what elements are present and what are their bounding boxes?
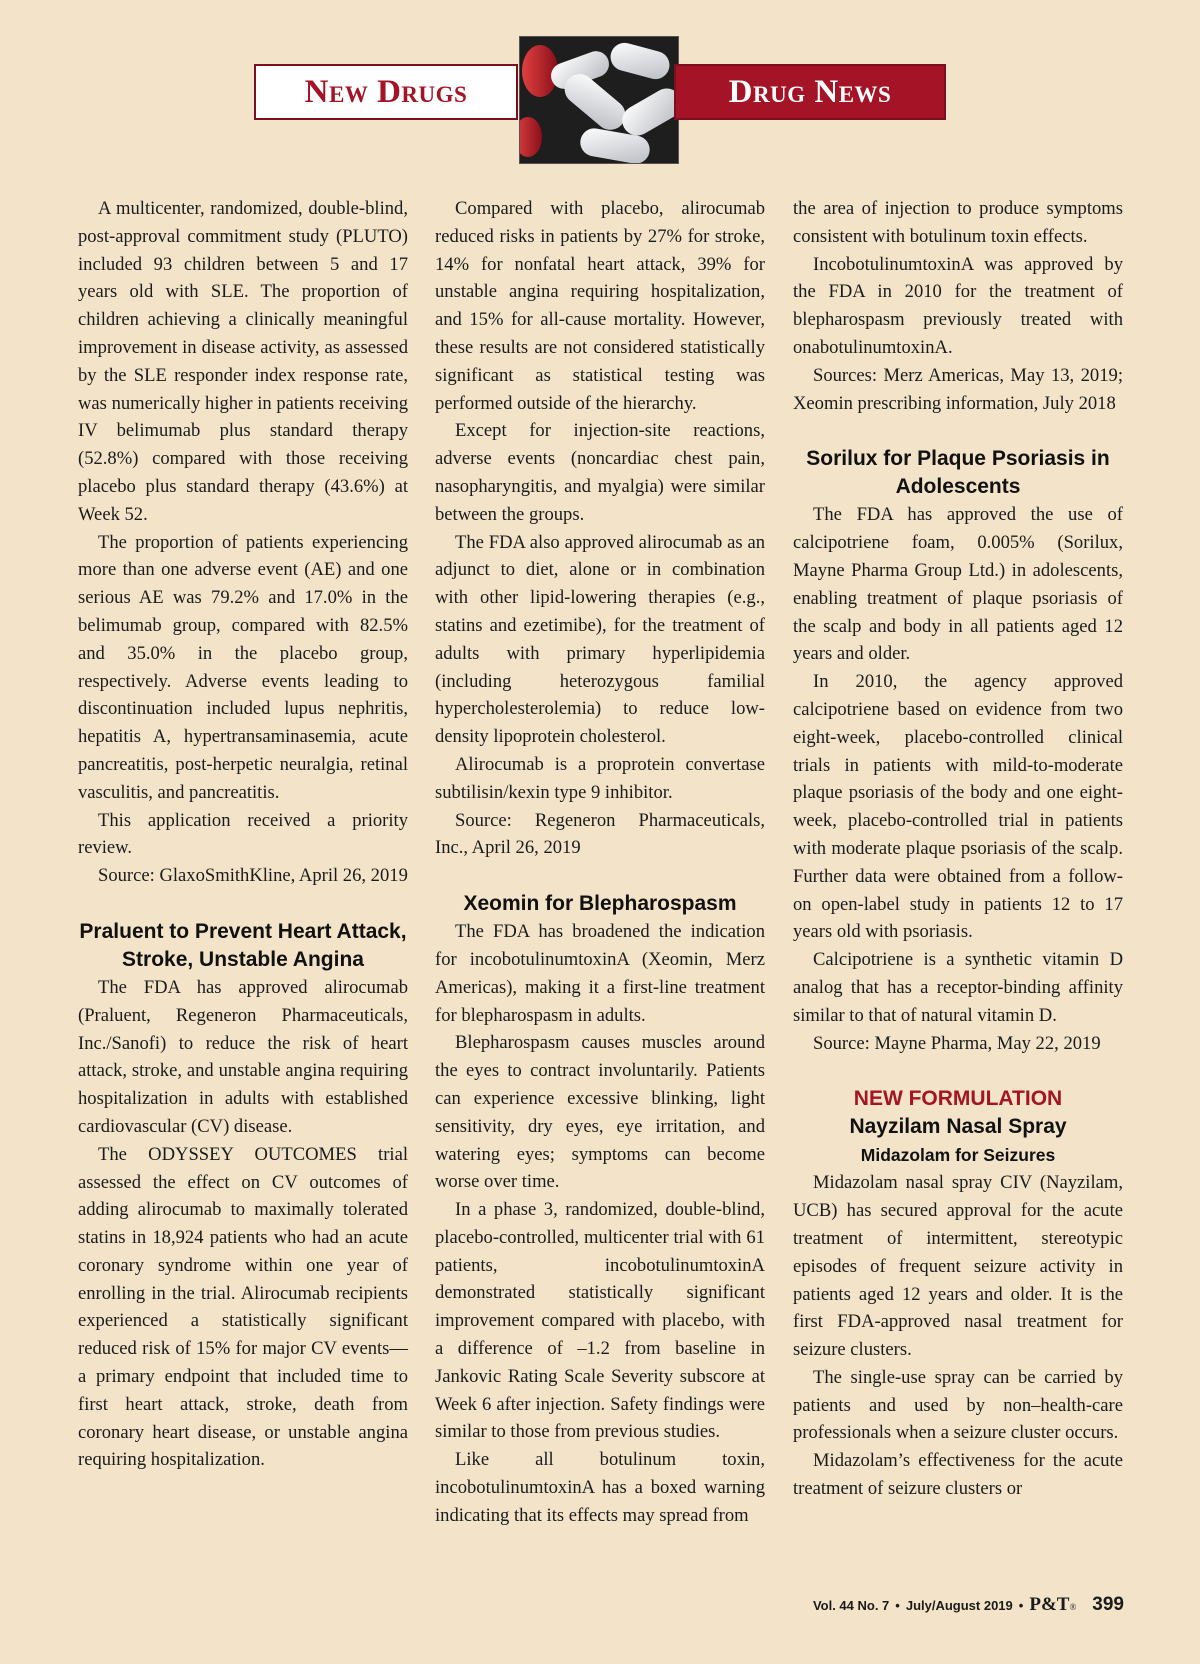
paragraph: The FDA has broadened the indication for incobotulinumtoxinA (Xeomin, Merz Americas), making it a first-line treatment for blepharospasm in adults. xyxy=(435,921,765,1026)
paragraph: In a phase 3, randomized, double-blind, placebo-controlled, multicenter trial with 61 patients, incobotulinumtoxinA demonstrated statistically significant improvement compared with placebo, with a difference of –1.2 from baseline in Jankovic Rating Scale Severity subscore at Week 6 after injection. Safety findings were similar to those from previous studies. xyxy=(435,1199,765,1443)
separator-dot: • xyxy=(1018,1598,1024,1613)
paragraph: Like all botulinum toxin, incobotulinumtoxinA has a boxed warning indicating that its effects may spread from xyxy=(435,1449,765,1526)
paragraph: Midazolam’s effectiveness for the acute treatment of seizure clusters or xyxy=(793,1450,1123,1500)
paragraph: This application received a priority review. xyxy=(78,809,408,859)
paragraph: Blepharospasm causes muscles around the eyes to contract involuntarily. Patients can experience excessive blinking, light sensitivity, dry eyes, eye irritation, and watering eyes; symptoms can become worse over time. xyxy=(435,1032,765,1193)
heading-praluent: Praluent to Prevent Heart Attack, Stroke, Unstable Angina xyxy=(79,919,407,971)
paragraph: Except for injection-site reactions, adverse events (noncardiac chest pain, nasopharyngitis, and myalgia) were similar between the groups. xyxy=(435,420,765,525)
paragraph: Calcipotriene is a synthetic vitamin D analog that has a receptor-binding affinity similar to that of natural vitamin D. xyxy=(793,949,1123,1026)
column-2 xyxy=(435,195,765,1530)
paragraph: The proportion of patients experiencing more than one adverse event (AE) and one serious AE was 79.2% and 17.0% in the belimumab group, compared with 82.5% and 35.0% in the placebo group, respectively. Adverse events leading to discontinuation included lupus nephritis, hepatitis A, hypertransaminasemia, acute pancreatitis, post-herpetic neuralgia, retinal vasculitis, and pancreatitis. xyxy=(78,531,408,803)
journal-name-text: P&T xyxy=(1029,1594,1070,1615)
paragraph: The FDA has approved alirocumab (Praluent, Regeneron Pharmaceuticals, Inc./Sanofi) to reduce the risk of heart attack, stroke, and unstable angina requiring hospitalization in adults with established cardiovascular (CV) disease. xyxy=(78,976,408,1137)
paragraph: Midazolam nasal spray CIV (Nayzilam, UCB) has secured approval for the acute treatment of intermittent, stereotypic episodes of frequent seizure activity in patients aged 12 years and older. It is the first FDA-approved nasal treatment for seizure clusters. xyxy=(793,1172,1123,1361)
source-line: Sources: Merz Americas, May 13, 2019; Xeomin prescribing information, July 2018 xyxy=(793,364,1123,414)
paragraph: Compared with placebo, alirocumab reduced risks in patients by 27% for stroke, 14% for nonfatal heart attack, 39% for unstable angina requiring hospitalization, and 15% for all-cause mortality. However, these results are not considered statistically significant as statistical testing was performed outside of the hierarchy. xyxy=(435,198,765,414)
registered-mark: ® xyxy=(1069,1602,1077,1612)
paragraph: The FDA also approved alirocumab as an adjunct to diet, alone or in combination with other lipid-lowering therapies (e.g., statins and ezetimibe), for the treatment of adults with primary hyperlipidemia (including heterozygous familial hypercholesterolemia) to reduce low-density lipoprotein cholesterol. xyxy=(435,531,765,748)
volume-info: Vol. 44 No. 7 xyxy=(812,1598,890,1613)
issue-date: July/August 2019 xyxy=(905,1598,1013,1613)
paragraph: A multicenter, randomized, double-blind, post-approval commitment study (PLUTO) included 93 children between 5 and 17 years old with SLE. The proportion of children achieving a clinically meaningful improvement in disease activity, as assessed by the SLE responder index response rate, was numerically higher in patients receiving IV belimumab plus standard therapy (52.8%) compared with those receiving placebo plus standard therapy (43.6%) at Week 52. xyxy=(78,198,408,525)
column-1 xyxy=(78,195,408,1474)
column-3 xyxy=(793,195,1123,1503)
section-banner xyxy=(0,0,1200,170)
separator-dot: • xyxy=(895,1598,900,1613)
paragraph: Alirocumab is a proprotein convertase subtilisin/kexin type 9 inhibitor. xyxy=(435,753,765,803)
paragraph: The single-use spray can be carried by patients and used by non–health-care professionals when a seizure cluster occurs. xyxy=(793,1366,1123,1444)
paragraph: the area of injection to produce symptoms consistent with botulinum toxin effects. xyxy=(793,198,1123,247)
journal-name xyxy=(1029,1594,1076,1616)
heading-xeomin: Xeomin for Blepharospasm xyxy=(463,892,737,916)
subheading-nayzilam: Midazolam for Seizures xyxy=(860,1145,1056,1166)
heading-nayzilam: Nayzilam Nasal Spray xyxy=(849,1115,1067,1139)
source-line: Source: GlaxoSmithKline, April 26, 2019 xyxy=(98,865,408,887)
source-line: Source: Regeneron Pharmaceuticals, Inc., April 26, 2019 xyxy=(435,809,765,859)
paragraph: The FDA has approved the use of calcipotriene foam, 0.005% (Sorilux, Mayne Pharma Group Ltd.) in adolescents, enabling treatment of plaque psoriasis of the scalp and body in all patients aged 12 years and older. xyxy=(793,504,1123,665)
new-drugs-label: New Drugs xyxy=(254,64,518,120)
paragraph: The ODYSSEY OUTCOMES trial assessed the effect on CV outcomes of adding alirocumab to maximally tolerated statins in 18,924 patients who had an acute coronary syndrome within one year of enrolling in the trial. Alirocumab recipients experienced a statistically significant reduced risk of 15% for major CV events—a primary endpoint that included time to first heart attack, stroke, death from coronary heart disease, or unstable angina requiring hospitalization. xyxy=(78,1143,408,1471)
drug-news-label: Drug News xyxy=(674,64,946,120)
page-number: 399 xyxy=(1092,1594,1124,1615)
pills-photo xyxy=(519,36,679,164)
paragraph: In 2010, the agency approved calcipotriene based on evidence from two eight-week, placebo-controlled clinical trials in patients with mild-to-moderate plaque psoriasis of the body and one eight-week, placebo-controlled trial in patients with moderate plaque psoriasis of the scalp. Further data were obtained from a follow-on open-label study in patients 12 to 17 years old with psoriasis. xyxy=(793,671,1123,943)
paragraph: IncobotulinumtoxinA was approved by the FDA in 2010 for the treatment of blepharospasm previously treated with onabotulinumtoxinA. xyxy=(793,253,1123,358)
page-footer xyxy=(813,1594,1124,1616)
heading-sorilux: Sorilux for Plaque Psoriasis in Adolescents xyxy=(806,447,1110,499)
source-line: Source: Mayne Pharma, May 22, 2019 xyxy=(813,1032,1101,1054)
new-formulation-tag: NEW FORMULATION xyxy=(853,1087,1063,1111)
